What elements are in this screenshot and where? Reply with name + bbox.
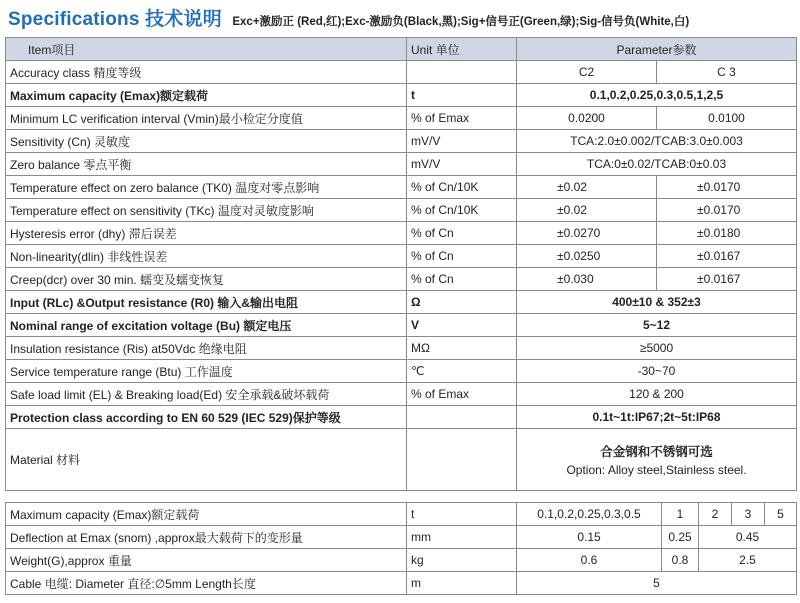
capacity-group-4: 3 (732, 503, 765, 526)
value-cell: ≥5000 (517, 337, 797, 360)
unit-cell: % of Emax (407, 383, 517, 406)
table-row (6, 199, 797, 222)
capacity-group-3: 2 (699, 503, 732, 526)
unit-cell (407, 61, 517, 84)
deflection-group-2: 0.25 (662, 526, 699, 549)
unit-cell: MΩ (407, 337, 517, 360)
unit-cell: % of Cn (407, 268, 517, 291)
wire-color-legend: Exc+激励正 (Red,红);Exc-激励负(Black,黑);Sig+信号正(Green,绿);Sig-信号负(White,白) (232, 16, 690, 28)
table-row (6, 245, 797, 268)
table-row (6, 291, 797, 314)
table-row (6, 526, 797, 549)
table-header-row (6, 38, 797, 61)
capacity-group-5: 5 (765, 503, 797, 526)
item-cell: Material 材料 (6, 429, 407, 491)
item-cell: Minimum LC verification interval (Vmin)最小检定分度值 (6, 107, 407, 130)
item-cell: Creep(dcr) over 30 min. 蠕变及蠕变恢复 (6, 268, 407, 291)
material-cn: 合金钢和不锈钢可选 (600, 445, 713, 459)
unit-cell: % of Cn (407, 245, 517, 268)
value-c3: ±0.0170 (657, 199, 797, 222)
unit-cell: % of Cn/10K (407, 176, 517, 199)
value-c2: 0.0200 (517, 107, 657, 130)
table-row (6, 549, 797, 572)
item-cell: Safe load limit (EL) & Breaking load(Ed) 安全承载&破坏载荷 (6, 383, 407, 406)
unit-cell (407, 429, 517, 491)
table-row (6, 360, 797, 383)
table-row (6, 268, 797, 291)
value-c2: ±0.0250 (517, 245, 657, 268)
unit-cell: t (407, 503, 517, 526)
value-c3: ±0.0167 (657, 268, 797, 291)
table-row (6, 222, 797, 245)
value-c2: ±0.02 (517, 199, 657, 222)
table-row (6, 176, 797, 199)
item-cell: Accuracy class 精度等级 (6, 61, 407, 84)
value-cell: 0.1,0.2,0.25,0.3,0.5,1,2,5 (517, 84, 797, 107)
value-c2: ±0.0270 (517, 222, 657, 245)
table-row (6, 130, 797, 153)
table-row (6, 153, 797, 176)
value-c3: ±0.0180 (657, 222, 797, 245)
unit-cell: % of Emax (407, 107, 517, 130)
page-title: Specifications 技术说明 (8, 9, 222, 30)
capacity-group-1: 0.1,0.2,0.25,0.3,0.5 (517, 503, 662, 526)
table-row (6, 429, 797, 491)
unit-cell: % of Cn/10K (407, 199, 517, 222)
unit-cell: mV/V (407, 130, 517, 153)
item-cell: Maximum capacity (Emax)额定载荷 (6, 503, 407, 526)
unit-cell: t (407, 84, 517, 107)
value-c2: C2 (517, 61, 657, 84)
unit-cell: kg (407, 549, 517, 572)
value-c3: 0.0100 (657, 107, 797, 130)
deflection-group-3: 0.45 (699, 526, 797, 549)
value-c3: ±0.0170 (657, 176, 797, 199)
table-row (6, 84, 797, 107)
weight-group-1: 0.6 (517, 549, 662, 572)
item-cell: Maximum capacity (Emax)额定载荷 (6, 84, 407, 107)
cable-length: 5 (517, 572, 797, 595)
weight-group-3: 2.5 (699, 549, 797, 572)
value-cell: 5~12 (517, 314, 797, 337)
unit-cell: V (407, 314, 517, 337)
item-cell: Temperature effect on zero balance (TK0) 温度对零点影响 (6, 176, 407, 199)
material-value-cell (517, 429, 797, 491)
table-row (6, 107, 797, 130)
item-cell: Sensitivity (Cn) 灵敏度 (6, 130, 407, 153)
value-cell: 400±10 & 352±3 (517, 291, 797, 314)
value-c3: ±0.0167 (657, 245, 797, 268)
value-cell: 120 & 200 (517, 383, 797, 406)
unit-cell: ℃ (407, 360, 517, 383)
item-cell: Protection class according to EN 60 529 (IEC 529)保护等级 (6, 406, 407, 429)
table-row (6, 406, 797, 429)
value-c2: ±0.02 (517, 176, 657, 199)
unit-cell: m (407, 572, 517, 595)
value-cell: 0.1t~1t:IP67;2t~5t:IP68 (517, 406, 797, 429)
header-unit: Unit 单位 (407, 38, 517, 61)
item-cell: Weight(G),approx 重量 (6, 549, 407, 572)
unit-cell (407, 406, 517, 429)
capacity-group-2: 1 (662, 503, 699, 526)
table-row (6, 572, 797, 595)
weight-group-2: 0.8 (662, 549, 699, 572)
item-cell: Service temperature range (Btu) 工作温度 (6, 360, 407, 383)
spec-header (8, 4, 689, 32)
item-cell: Non-linearity(dlin) 非线性误差 (6, 245, 407, 268)
item-cell: Hysteresis error (dhy) 滞后误差 (6, 222, 407, 245)
value-cell: -30~70 (517, 360, 797, 383)
item-cell: Deflection at Emax (snom) ,approx最大载荷下的变形量 (6, 526, 407, 549)
item-cell: Input (RLc) &Output resistance (R0) 输入&输出电阻 (6, 291, 407, 314)
unit-cell: Ω (407, 291, 517, 314)
table-row (6, 337, 797, 360)
deflection-group-1: 0.15 (517, 526, 662, 549)
capacity-table (5, 502, 797, 595)
header-parameter: Parameter参数 (517, 38, 797, 61)
item-cell: Nominal range of excitation voltage (Bu) 额定电压 (6, 314, 407, 337)
table-row (6, 383, 797, 406)
value-cell: TCA:2.0±0.002/TCAB:3.0±0.003 (517, 130, 797, 153)
item-cell: Insulation resistance (Ris) at50Vdc 绝缘电阻 (6, 337, 407, 360)
unit-cell: mm (407, 526, 517, 549)
unit-cell: mV/V (407, 153, 517, 176)
table-row (6, 314, 797, 337)
table-row (6, 61, 797, 84)
value-c2: ±0.030 (517, 268, 657, 291)
unit-cell: % of Cn (407, 222, 517, 245)
value-cell: TCA:0±0.02/TCAB:0±0.03 (517, 153, 797, 176)
header-item: Item项目 (6, 38, 407, 61)
material-en: Option: Alloy steel,Stainless steel. (566, 463, 747, 477)
item-cell: Cable 电缆: Diameter 直径:∅5mm Length长度 (6, 572, 407, 595)
table-row (6, 503, 797, 526)
item-cell: Zero balance 零点平衡 (6, 153, 407, 176)
item-cell: Temperature effect on sensitivity (TKc) 温度对灵敏度影响 (6, 199, 407, 222)
spec-table (5, 37, 797, 491)
value-c3: C 3 (657, 61, 797, 84)
